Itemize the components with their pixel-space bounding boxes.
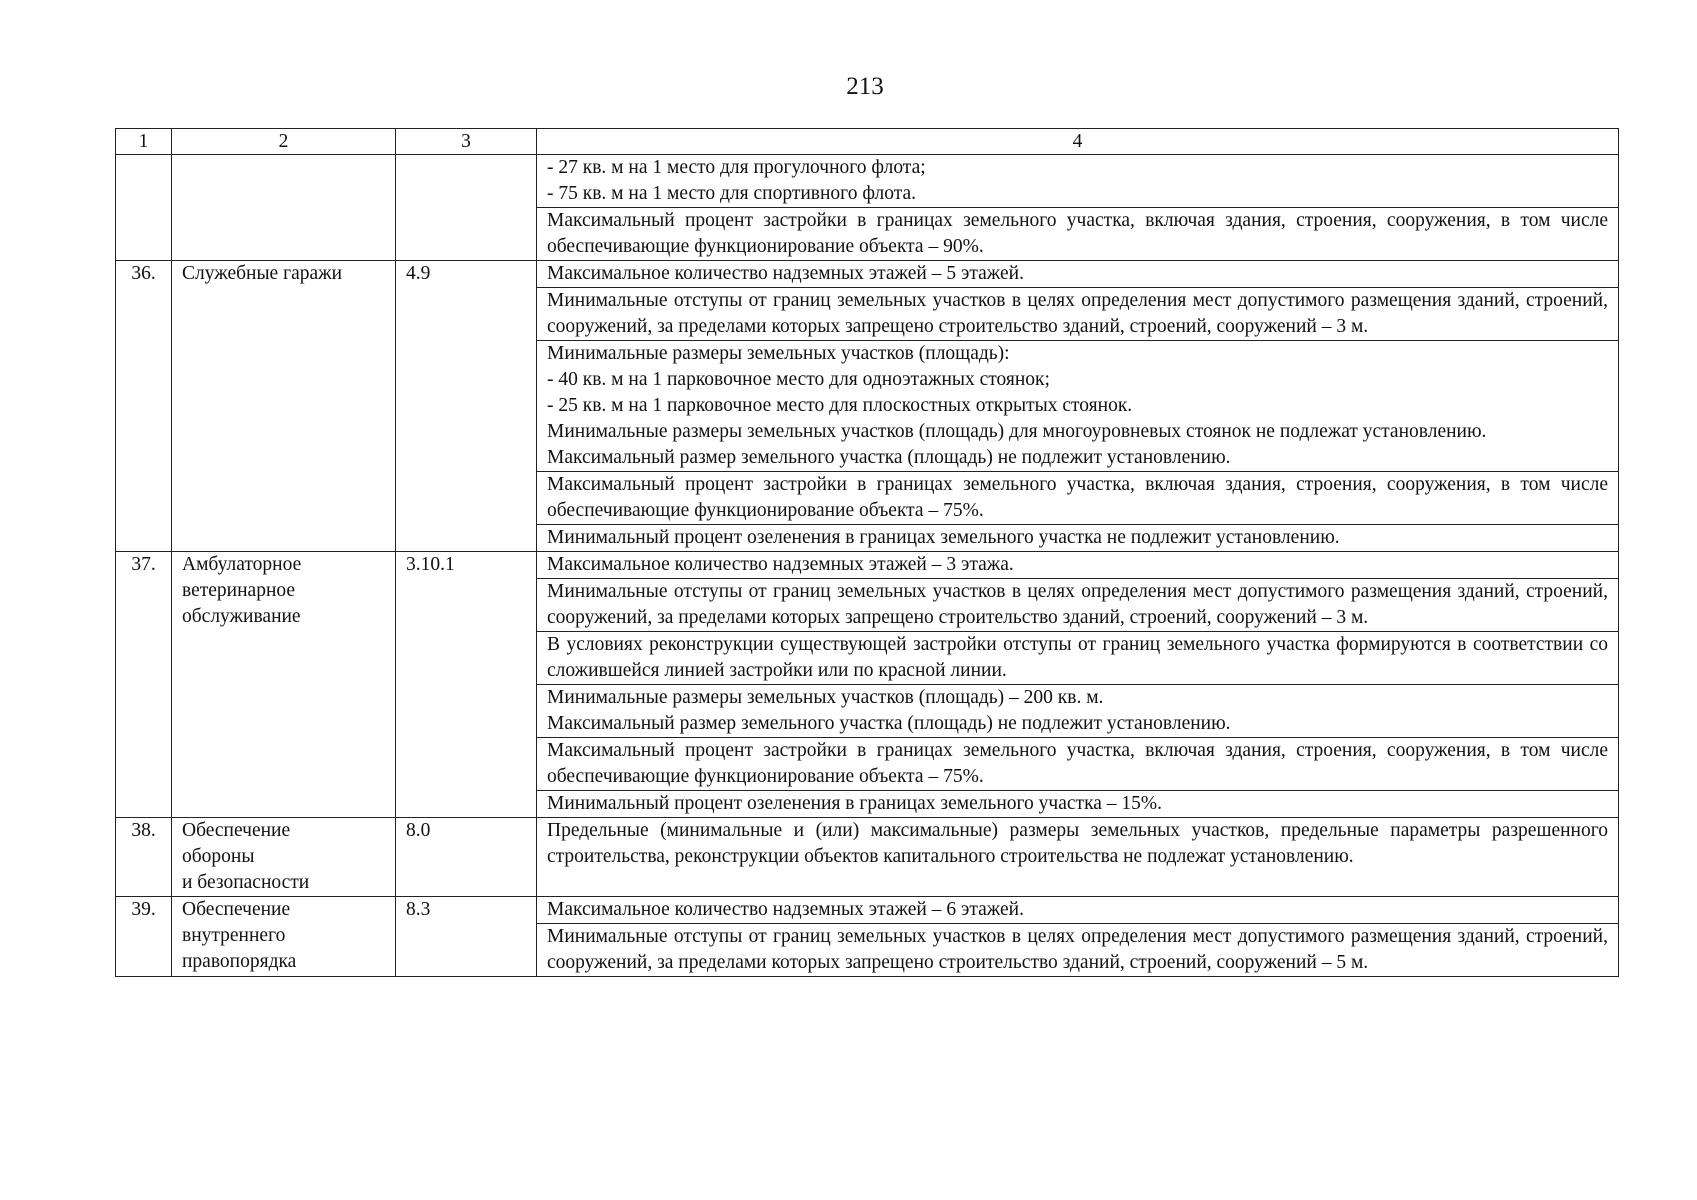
use-name-line: обслуживание — [182, 606, 301, 627]
row-number: 39. — [116, 897, 172, 977]
page-number: 213 — [846, 73, 884, 100]
param-line: Максимальный размер земельного участка (площадь) не подлежит установлению. — [547, 447, 1231, 468]
table-row — [116, 261, 1619, 288]
use-code: 8.3 — [396, 897, 537, 977]
row-number: 38. — [116, 818, 172, 897]
use-code: 8.0 — [396, 818, 537, 897]
use-name-line: Обеспечение — [182, 820, 291, 841]
use-code: 3.10.1 — [396, 552, 537, 818]
param-line: Максимальный размер земельного участка (площадь) не подлежит установлению. — [547, 713, 1231, 734]
header-col-4: 4 — [537, 129, 1619, 155]
param-line: - 25 кв. м на 1 парковочное место для плоскостных открытых стоянок. — [547, 395, 1133, 416]
cont-code-cell — [396, 155, 537, 261]
param-cell: Максимальное количество надземных этажей – 3 этажа. — [537, 552, 1619, 579]
use-name-line: ветеринарное — [182, 580, 296, 601]
table-row — [116, 155, 1619, 208]
table-row — [116, 818, 1619, 897]
param-cell: В условиях реконструкции существующей застройки отступы от границ земельного участка формируются в соответствии со сложившейся линией застройки или по красной линии. — [537, 632, 1619, 685]
use-name-line: и безопасности — [182, 872, 310, 893]
table-row — [116, 552, 1619, 579]
use-name — [172, 552, 396, 818]
param-line: - 27 кв. м на 1 место для прогулочного флота; — [547, 157, 926, 178]
use-name-line: правопорядка — [182, 951, 297, 972]
param-cell: Предельные (минимальные и (или) максимальные) размеры земельных участков, предельные параметры разрешенного строительства, реконструкции объектов капитального строительства не подлежат установлению. — [537, 818, 1619, 897]
use-name-line: Обеспечение — [182, 899, 291, 920]
header-col-2: 2 — [172, 129, 396, 155]
param-cell: Минимальные отступы от границ земельных участков в целях определения мест допустимого размещения зданий, строений, сооружений, за пределами которых запрещено строительство зданий, строений, сооружений – 3 м. — [537, 288, 1619, 341]
param-cell: Максимальный процент застройки в границах земельного участка, включая здания, строения, сооружения, в том числе обеспечивающие функционирование объекта – 75%. — [537, 738, 1619, 791]
param-cell: Максимальный процент застройки в границах земельного участка, включая здания, строения, сооружения, в том числе обеспечивающие функционирование объекта – 75%. — [537, 472, 1619, 525]
param-cell: Минимальный процент озеленения в границах земельного участка – 15%. — [537, 791, 1619, 818]
use-name — [172, 818, 396, 897]
use-name-line: Амбулаторное — [182, 554, 302, 575]
cont-num-cell — [116, 155, 172, 261]
regulations-table — [115, 128, 1619, 977]
param-cell — [537, 341, 1619, 472]
param-cell — [537, 155, 1619, 208]
param-cell: Минимальные отступы от границ земельных участков в целях определения мест допустимого размещения зданий, строений, сооружений, за пределами которых запрещено строительство зданий, строений, сооружений – 5 м. — [537, 924, 1619, 977]
param-line: - 75 кв. м на 1 место для спортивного флота. — [547, 183, 916, 204]
header-col-3: 3 — [396, 129, 537, 155]
param-cell — [537, 685, 1619, 738]
use-name-line: обороны — [182, 846, 255, 867]
row-number: 37. — [116, 552, 172, 818]
cont-name-cell — [172, 155, 396, 261]
param-line: Минимальные размеры земельных участков (площадь) для многоуровневых стоянок не подлежат установлению. — [547, 421, 1487, 442]
header-col-1: 1 — [116, 129, 172, 155]
row-number: 36. — [116, 261, 172, 552]
use-code: 4.9 — [396, 261, 537, 552]
use-name-line: внутреннего — [182, 925, 286, 946]
param-cell: Минимальный процент озеленения в границах земельного участка не подлежит установлению. — [537, 525, 1619, 552]
param-cell: Минимальные отступы от границ земельных участков в целях определения мест допустимого размещения зданий, строений, сооружений, за пределами которых запрещено строительство зданий, строений, сооружений – 3 м. — [537, 579, 1619, 632]
header-row — [116, 129, 1619, 155]
param-line: Минимальные размеры земельных участков (площадь): — [547, 343, 1010, 364]
use-name — [172, 897, 396, 977]
param-line: - 40 кв. м на 1 парковочное место для одноэтажных стоянок; — [547, 369, 1050, 390]
param-cell: Максимальный процент застройки в границах земельного участка, включая здания, строения, сооружения, в том числе обеспечивающие функционирование объекта – 90%. — [537, 208, 1619, 261]
param-line: Минимальные размеры земельных участков (площадь) – 200 кв. м. — [547, 687, 1104, 708]
use-name: Служебные гаражи — [172, 261, 396, 552]
table-row — [116, 897, 1619, 924]
param-cell: Максимальное количество надземных этажей – 5 этажей. — [537, 261, 1619, 288]
param-cell: Максимальное количество надземных этажей – 6 этажей. — [537, 897, 1619, 924]
